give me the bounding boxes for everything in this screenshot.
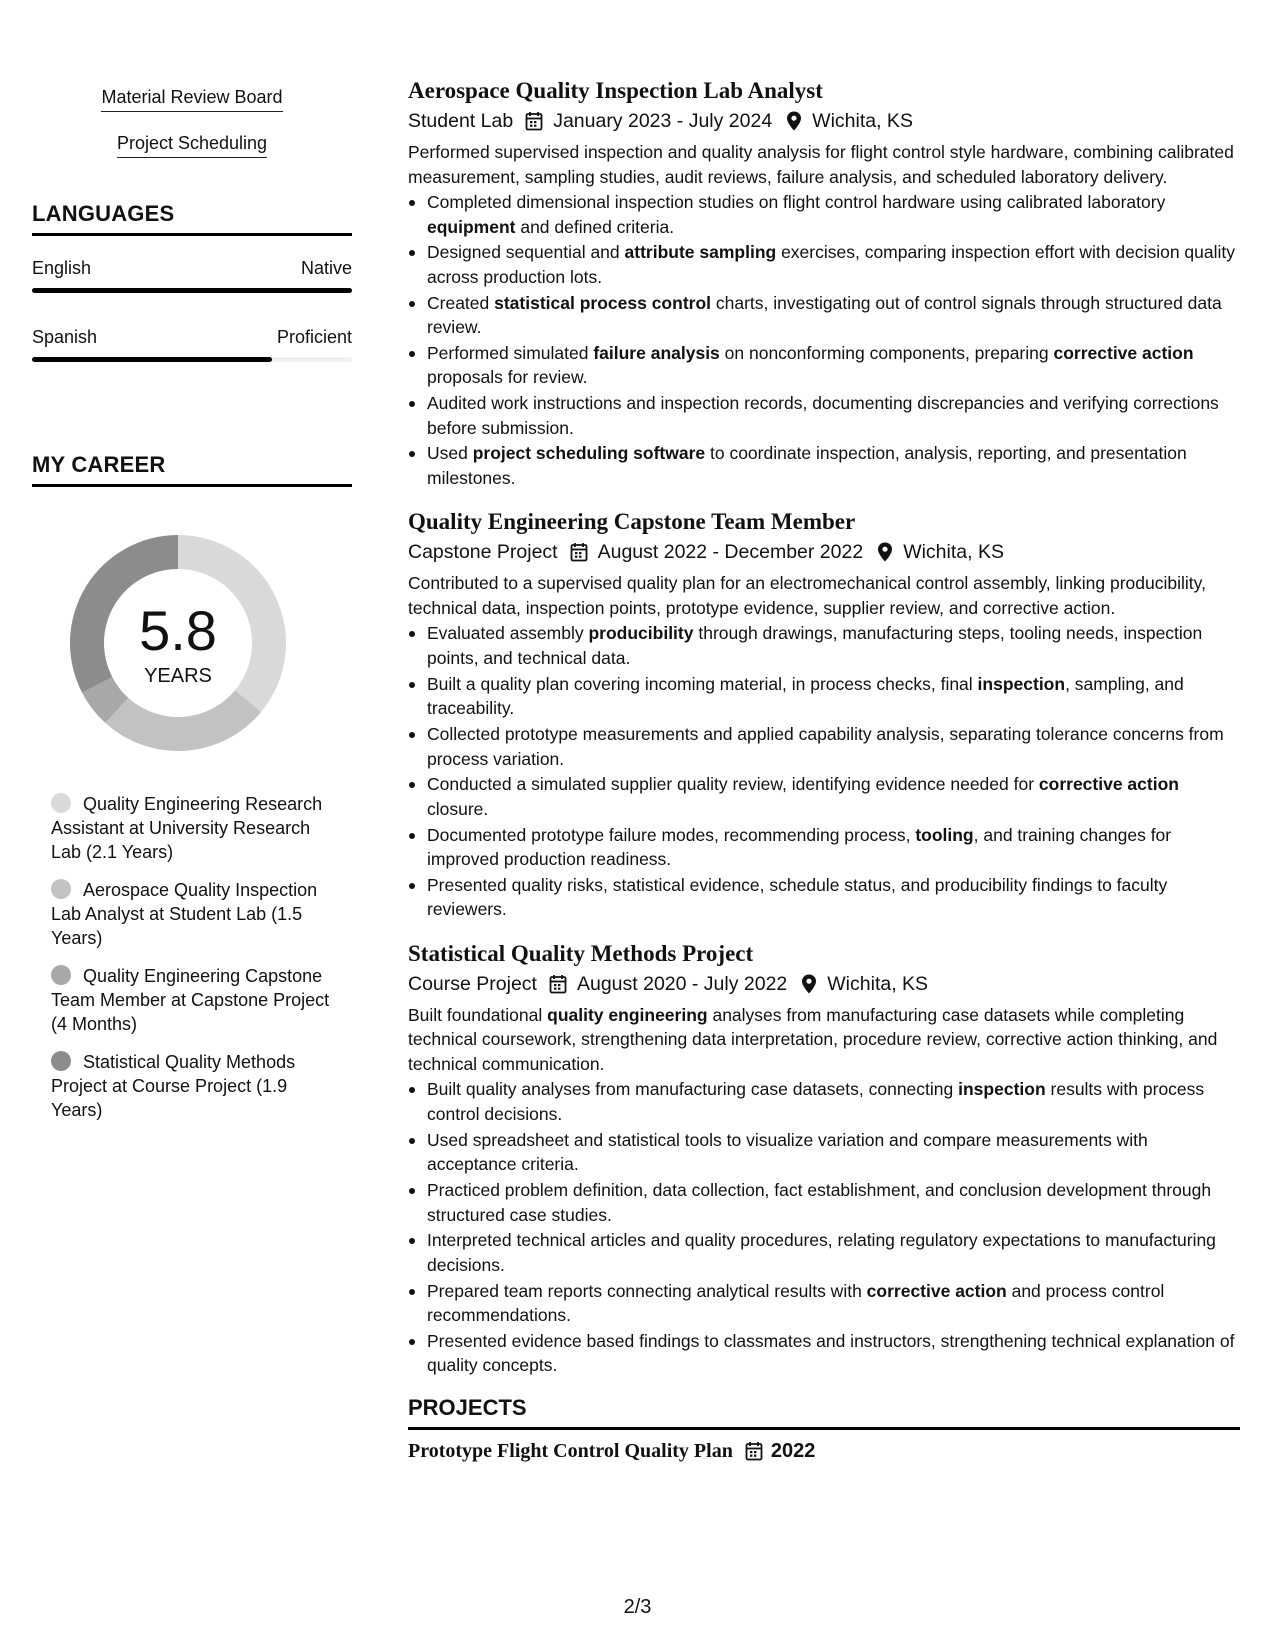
career-donut-chart: [66, 531, 290, 755]
job-location: Wichita, KS: [903, 541, 1004, 564]
language-level: Proficient: [276, 327, 352, 347]
legend-dot: [51, 879, 71, 899]
location-pin-icon: [877, 542, 893, 562]
job-bullet: Used project scheduling software to coordinate inspection, analysis, reporting, and presentation milestones.: [408, 441, 1240, 490]
job-dates: August 2022 - December 2022: [597, 541, 864, 564]
page-number: 2/3: [623, 1596, 652, 1618]
job-meta: [408, 108, 1240, 134]
job-bullet: Evaluated assembly producibility through drawings, manufacturing steps, tooling needs, inspection points, and technical data.: [408, 621, 1240, 670]
legend-item: [51, 964, 341, 1036]
skill-tag: Project Scheduling: [117, 132, 267, 158]
language-english: [32, 257, 352, 293]
job-title: Quality Engineering Capstone Team Member: [408, 509, 856, 535]
language-proficiency-bar: [32, 357, 352, 362]
job-bullet: Presented evidence based findings to classmates and instructors, strengthening technical explanation of quality concepts.: [408, 1329, 1240, 1378]
career-legend: [51, 792, 341, 1136]
location-pin-icon: [786, 111, 802, 131]
language-proficiency-fill: [32, 288, 352, 293]
language-name: English: [32, 258, 92, 278]
job-bullet: Documented prototype failure modes, recommending process, tooling, and training changes for improved production readiness.: [408, 823, 1240, 872]
job-description: Contributed to a supervised quality plan for an electromechanical control assembly, linking producibility, technical data, inspection points, prototype evidence, supplier review, and corrective action.: [408, 573, 1206, 618]
job-bullet: Built a quality plan covering incoming material, in process checks, final inspection, sampling, and traceability.: [408, 672, 1240, 721]
job-bullet: Built quality analyses from manufacturing case datasets, connecting inspection results with process control decisions.: [408, 1077, 1240, 1126]
job-dates: January 2023 - July 2024: [553, 110, 773, 132]
location-pin-icon: [801, 974, 817, 994]
language-proficiency-fill: [32, 357, 272, 362]
calendar-icon: [525, 111, 543, 131]
job-bullet: Interpreted technical articles and quality procedures, relating regulatory expectations to manufacturing decisions.: [408, 1228, 1240, 1277]
job-title: Statistical Quality Methods Project: [408, 940, 754, 966]
language-level: Native: [300, 258, 352, 278]
career-heading: MY CAREER: [32, 452, 352, 487]
job-organization: Capstone Project: [408, 541, 558, 564]
calendar-icon: [549, 974, 567, 994]
language-spanish: [32, 326, 352, 362]
legend-label: Quality Engineering Capstone Team Member at Capstone Project (4 Months): [51, 966, 330, 1034]
language-name: Spanish: [32, 327, 98, 347]
experience-entry: [408, 507, 1240, 921]
job-bullet: Performed simulated failure analysis on nonconforming components, preparing corrective action proposals for review.: [408, 341, 1240, 390]
job-bullet: Used spreadsheet and statistical tools to visualize variation and compare measurements with acceptance criteria.: [408, 1128, 1240, 1177]
skills-list: [32, 86, 352, 178]
job-location: Wichita, KS: [827, 972, 929, 995]
experience-entry: [408, 939, 1240, 1378]
job-dates: August 2020 - July 2022: [576, 972, 788, 995]
career-total: [66, 531, 290, 755]
calendar-icon: [745, 1441, 763, 1461]
job-bullet: Completed dimensional inspection studies on flight control hardware using calibrated laboratory equipment and defined criteria.: [408, 190, 1240, 239]
job-bullet: Designed sequential and attribute sampling exercises, comparing inspection effort with decision quality across production lots.: [408, 240, 1240, 289]
legend-dot: [51, 1051, 71, 1071]
main-content: [408, 76, 1240, 1465]
project-year: 2022: [770, 1439, 816, 1462]
legend-label: Quality Engineering Research Assistant at University Research Lab (2.1 Years): [51, 794, 323, 862]
job-bullet: Practiced problem definition, data collection, fact establishment, and conclusion development through structured case studies.: [408, 1178, 1240, 1227]
career-total-value: 5.8: [139, 599, 217, 662]
job-title: Aerospace Quality Inspection Lab Analyst: [408, 78, 823, 103]
legend-dot: [51, 965, 71, 985]
job-meta: [408, 539, 1240, 565]
projects-heading: PROJECTS: [408, 1395, 1240, 1430]
job-meta: [408, 971, 1240, 997]
job-bullet: Conducted a simulated supplier quality review, identifying evidence needed for corrective action closure.: [408, 772, 1240, 821]
job-bullets: [408, 1077, 1240, 1377]
job-bullet: Prepared team reports connecting analytical results with corrective action and process control recommendations.: [408, 1279, 1240, 1328]
job-description: Built foundational quality engineering analyses from manufacturing case datasets while completing technical coursework, strengthening data interpretation, procedure review, corrective action thinking, and technical communication.: [408, 1004, 1218, 1074]
language-proficiency-bar: [32, 288, 352, 293]
legend-label: Statistical Quality Methods Project at Course Project (1.9 Years): [51, 1052, 296, 1120]
job-location: Wichita, KS: [812, 110, 913, 132]
skill-tag: Material Review Board: [101, 86, 282, 112]
legend-dot: [51, 793, 71, 813]
project-name: Prototype Flight Control Quality Plan: [408, 1439, 733, 1462]
job-bullets: [408, 190, 1240, 490]
calendar-icon: [570, 542, 588, 562]
career-total-unit: YEARS: [144, 665, 212, 687]
legend-item: [51, 792, 341, 864]
job-bullet: Collected prototype measurements and applied capability analysis, separating tolerance concerns from process variation.: [408, 722, 1240, 771]
job-bullets: [408, 621, 1240, 921]
job-description: Performed supervised inspection and quality analysis for flight control style hardware, combining calibrated measurement, sampling studies, audit reviews, failure analysis, and scheduled laboratory delivery.: [408, 142, 1234, 187]
legend-label: Aerospace Quality Inspection Lab Analyst at Student Lab (1.5 Years): [51, 880, 318, 948]
job-bullet: Audited work instructions and inspection records, documenting discrepancies and verifying corrections before submission.: [408, 391, 1240, 440]
job-organization: Course Project: [408, 972, 537, 995]
project-entry: [408, 1437, 1240, 1465]
job-organization: Student Lab: [408, 110, 514, 132]
experience-entry: [408, 76, 1240, 490]
legend-item: [51, 878, 341, 950]
languages-heading: LANGUAGES: [32, 201, 352, 236]
job-bullet: Created statistical process control charts, investigating out of control signals through structured data review.: [408, 291, 1240, 340]
job-bullet: Presented quality risks, statistical evidence, schedule status, and producibility findings to faculty reviewers.: [408, 873, 1240, 922]
legend-item: [51, 1050, 341, 1122]
